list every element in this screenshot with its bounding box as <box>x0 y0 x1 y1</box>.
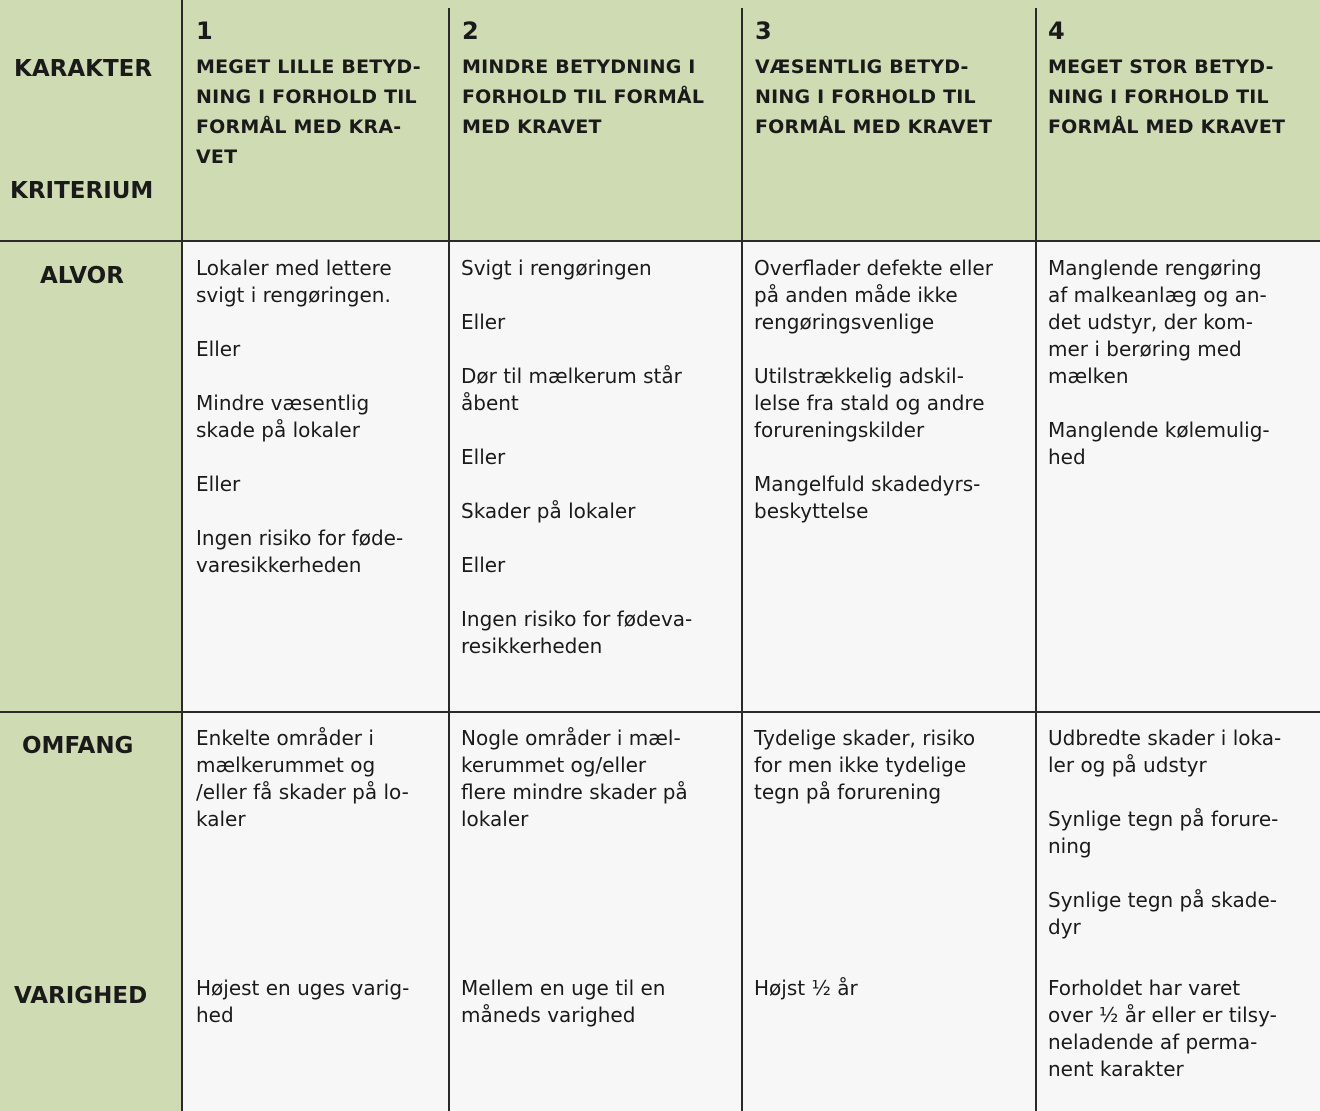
cell-paragraph: Nogle områder i mæl- kerummet og/eller flere mindre skader på lokaler <box>461 726 688 831</box>
cell-paragraph: Eller <box>461 553 506 577</box>
column-4-title: MEGET STOR BETYD- NING I FORHOLD TIL FORMÅL MED KRAVET <box>1048 56 1286 138</box>
cell-paragraph: Eller <box>461 445 506 469</box>
criterion-column-background <box>0 241 182 1111</box>
row-label-alvor: ALVOR <box>40 263 124 289</box>
cell-paragraph: Manglende kølemulig- hed <box>1048 418 1270 469</box>
cell-varighed-4 <box>1048 975 1318 1083</box>
row-label-varighed: VARIGHED <box>14 983 148 1009</box>
karakter-label: KARAKTER <box>14 56 153 82</box>
cell-paragraph: Eller <box>461 310 506 334</box>
cell-alvor-1 <box>196 255 444 579</box>
cell-paragraph: Udbredte skader i loka- ler og på udstyr <box>1048 726 1282 777</box>
column-3-title: VÆSENTLIG BETYD- NING I FORHOLD TIL FORMÅL MED KRAVET <box>755 56 993 138</box>
divider-col-1-2 <box>448 8 450 1111</box>
cell-paragraph: Forholdet har varet over ½ år eller er tilsy- neladende af perma- nent karakter <box>1048 976 1277 1081</box>
kriterium-label: KRITERIUM <box>10 178 154 204</box>
column-1-title: MEGET LILLE BETYD- NING I FORHOLD TIL FORMÅL MED KRA- VET <box>196 56 421 168</box>
cell-paragraph: Manglende rengøring af malkeanlæg og an- det udstyr, der kom- mer i berøring med mælken <box>1048 256 1267 388</box>
cell-paragraph: Skader på lokaler <box>461 499 636 523</box>
divider-header <box>0 240 1320 242</box>
cell-paragraph: Højst ½ år <box>754 976 858 1000</box>
cell-paragraph: Mellem en uge til en måneds varighed <box>461 976 666 1027</box>
cell-omfang-4 <box>1048 725 1318 941</box>
cell-paragraph: Højest en uges varig- hed <box>196 976 410 1027</box>
cell-paragraph: Svigt i rengøringen <box>461 256 652 280</box>
divider-col-2-3 <box>741 8 743 1111</box>
cell-paragraph: Utilstrækkelig adskil- lelse fra stald og andre forureningskilder <box>754 364 985 442</box>
cell-paragraph: Lokaler med lettere svigt i rengøringen. <box>196 256 392 307</box>
cell-paragraph: Synlige tegn på skade- dyr <box>1048 888 1277 939</box>
divider-alvor-omfang <box>0 711 1320 713</box>
cell-varighed-1 <box>196 975 444 1029</box>
cell-alvor-4 <box>1048 255 1318 471</box>
cell-varighed-3 <box>754 975 1032 1002</box>
cell-omfang-1 <box>196 725 444 833</box>
column-4-number: 4 <box>1048 17 1065 45</box>
column-2-title: MINDRE BETYDNING I FORHOLD TIL FORMÅL MED KRAVET <box>462 56 705 138</box>
column-3-number: 3 <box>755 17 772 45</box>
cell-paragraph: Enkelte områder i mælkerummet og /eller få skader på lo- kaler <box>196 726 409 831</box>
cell-varighed-2 <box>461 975 739 1029</box>
cell-paragraph: Mindre væsentlig skade på lokaler <box>196 391 370 442</box>
divider-criterion <box>181 0 183 1111</box>
column-2-number: 2 <box>462 17 479 45</box>
cell-paragraph: Ingen risiko for føde- varesikkerheden <box>196 526 404 577</box>
cell-paragraph: Eller <box>196 472 241 496</box>
column-1-number: 1 <box>196 17 213 45</box>
row-label-omfang: OMFANG <box>22 733 134 759</box>
cell-omfang-2 <box>461 725 739 833</box>
cell-alvor-3 <box>754 255 1032 525</box>
cell-paragraph: Eller <box>196 337 241 361</box>
cell-paragraph: Ingen risiko for fødeva- resikkerheden <box>461 607 693 658</box>
cell-paragraph: Synlige tegn på forure- ning <box>1048 807 1279 858</box>
cell-alvor-2 <box>461 255 739 660</box>
cell-paragraph: Dør til mælkerum står åbent <box>461 364 682 415</box>
cell-omfang-3 <box>754 725 1032 806</box>
cell-paragraph: Tydelige skader, risiko for men ikke tydelige tegn på forurening <box>754 726 976 804</box>
divider-col-3-4 <box>1035 8 1037 1111</box>
cell-paragraph: Mangelfuld skadedyrs- beskyttelse <box>754 472 981 523</box>
cell-paragraph: Overflader defekte eller på anden måde ikke rengøringsvenlige <box>754 256 993 334</box>
